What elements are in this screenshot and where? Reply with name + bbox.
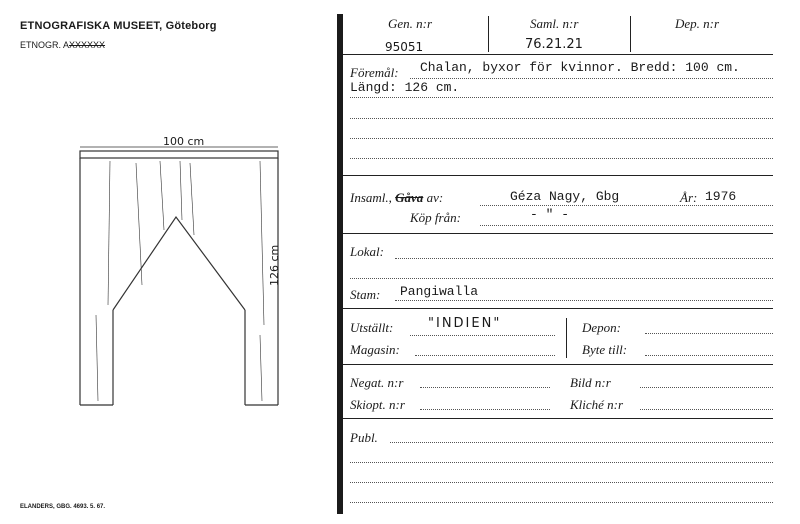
negat-rule [343,418,773,419]
byte-line [645,355,773,356]
lokal-line-1 [395,258,773,259]
insaml-label-text: Insaml., [350,190,392,205]
foremal-line-5 [350,158,773,159]
insaml-value: Géza Nagy, Gbg [510,189,620,204]
lokal-line-2 [350,278,773,279]
publ-label: Publ. [350,430,378,445]
publ-line-2 [350,462,773,463]
insaml-struck: Gåva [395,190,424,205]
byte-label: Byte till: [582,342,628,357]
kliche-label: Kliché n:r [570,397,624,412]
insaml-av: av: [426,190,444,205]
gen-label: Gen. n:r [388,16,433,31]
foremal-value: Chalan, byxor för kvinnor. Bredd: 100 cm. [420,60,740,75]
ar-label: År: [680,190,698,205]
utstallt-rule [343,364,773,365]
stam-label: Stam: [350,287,381,302]
kop-value: - " - [530,207,570,222]
saml-label: Saml. n:r [530,16,579,31]
magasin-line [415,355,555,356]
insaml-rule [343,233,773,234]
skiopt-line [420,409,550,410]
utstallt-label: Utställt: [350,320,394,335]
utstallt-value: "INDIEN" [428,316,502,331]
foremal-rule [343,175,773,176]
foremal-line-3 [350,118,773,119]
header-divider-1 [488,16,489,52]
foremal-line-2 [350,97,773,98]
stam-rule [343,308,773,309]
insaml-line [480,205,773,206]
foremal-value-2: Längd: 126 cm. [350,80,460,95]
header-rule [343,54,773,55]
printer-imprint: ELANDERS, GBG. 4693. 5. 67. [20,504,106,510]
kop-label: Köp från: [410,210,461,225]
magasin-label: Magasin: [350,342,400,357]
ar-value: 1976 [705,189,737,204]
depon-line [645,333,773,334]
depon-label: Depon: [582,320,621,335]
publ-line-3 [350,482,773,483]
negat-line [420,387,550,388]
etnogr-number [20,40,105,50]
stam-value: Pangiwalla [400,284,479,299]
publ-line-4 [350,502,773,503]
foremal-label: Föremål: [350,65,399,80]
foremal-line-1 [410,78,773,79]
gen-value: 95051 [385,40,424,54]
width-measurement: 100 cm [163,135,205,148]
utstallt-line [410,335,555,336]
kop-line [480,225,773,226]
museum-title: ETNOGRAFISKA MUSEET, Göteborg [20,20,217,32]
etnogr-label: ETNOGR. A [20,40,70,50]
card-margin-bar [337,14,343,514]
saml-value: 76.21.21 [525,37,583,52]
foremal-line-4 [350,138,773,139]
utstallt-divider [566,318,567,358]
lokal-label: Lokal: [350,244,384,259]
publ-line-1 [390,442,773,443]
etnogr-struck: XXXXXX [69,40,106,50]
bild-label: Bild n:r [570,375,611,390]
insaml-label [350,190,443,206]
stam-line [395,300,773,301]
negat-label: Negat. n:r [350,375,404,390]
dep-label: Dep. n:r [675,16,720,31]
bild-line [640,387,773,388]
kliche-line [640,409,773,410]
length-measurement: 126 cm [268,244,281,286]
header-divider-2 [630,16,631,52]
skiopt-label: Skiopt. n:r [350,397,405,412]
